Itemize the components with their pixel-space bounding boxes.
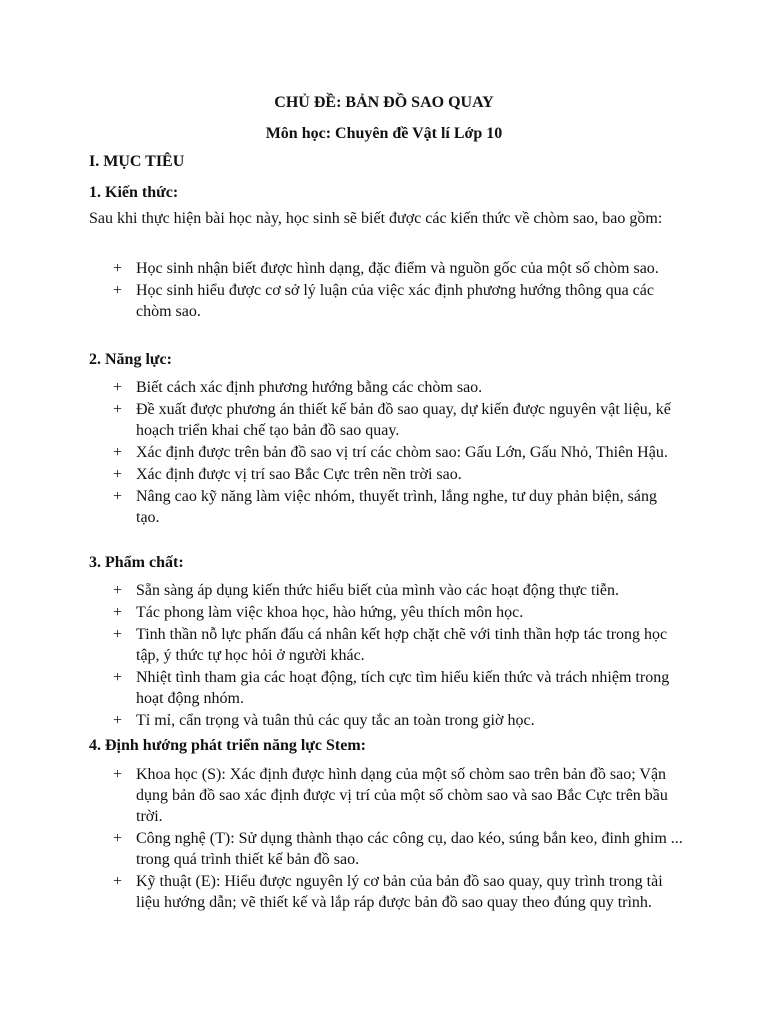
list-item <box>0 828 684 870</box>
qualities-list <box>0 580 768 732</box>
heading-stem: 4. Định hướng phát triển năng lực Stem: <box>89 737 366 754</box>
bullet-marker: + <box>113 466 123 483</box>
list-item <box>0 624 684 666</box>
bullet-marker: + <box>113 626 123 643</box>
list-item-text: Nhiệt tình tham gia các hoạt động, tích cực tìm hiểu kiến thức và trách nhiệm trong hoạt động nhóm. <box>136 669 670 707</box>
document-title: CHỦ ĐỀ: BẢN ĐỒ SAO QUAY <box>274 94 494 111</box>
list-item <box>0 764 684 827</box>
list-item <box>0 667 684 709</box>
list-item-text: Khoa học (S): Xác định được hình dạng của một số chòm sao trên bản đồ sao; Vận dụng bản đồ sao xác định được vị trí của một số chòm sao và sao Bắc Cực trên bầu trời. <box>136 766 668 825</box>
list-item <box>0 442 684 463</box>
list-item-text: Công nghệ (T): Sử dụng thành thạo các công cụ, dao kéo, súng bắn keo, đinh ghim ... trong quá trình thiết kế bản đồ sao. <box>136 830 683 868</box>
list-item-text: Xác định được vị trí sao Bắc Cực trên nền trời sao. <box>136 466 462 483</box>
bullet-marker: + <box>113 582 123 599</box>
list-item-text: Tác phong làm việc khoa học, hào hứng, yêu thích môn học. <box>136 604 524 621</box>
heading-competence: 2. Năng lực: <box>89 351 172 368</box>
knowledge-intro: Sau khi thực hiện bài học này, học sinh sẽ biết được các kiến thức về chòm sao, bao gồm: <box>89 210 663 227</box>
bullet-marker: + <box>113 669 123 686</box>
list-item <box>0 602 684 623</box>
bullet-marker: + <box>113 488 123 505</box>
bullet-marker: + <box>113 604 123 621</box>
list-item-text: Học sinh hiểu được cơ sở lý luận của việc xác định phương hướng thông qua các chòm sao. <box>136 282 654 320</box>
bullet-marker: + <box>113 260 123 277</box>
list-item-text: Kỹ thuật (E): Hiểu được nguyên lý cơ bản của bản đồ sao quay, quy trình trong tài liệu hướng dẫn; vẽ thiết kế và lắp ráp được bản đồ sao quay theo đúng quy trình. <box>136 873 663 911</box>
list-item <box>0 258 684 279</box>
list-item-text: Biết cách xác định phương hướng bằng các chòm sao. <box>136 379 483 396</box>
list-item <box>0 710 684 731</box>
bullet-marker: + <box>113 830 123 847</box>
heading-qualities: 3. Phẩm chất: <box>89 554 184 571</box>
knowledge-list <box>0 258 768 323</box>
stem-list <box>0 764 768 914</box>
competence-list <box>0 377 768 529</box>
list-item <box>0 280 684 322</box>
list-item <box>0 399 684 441</box>
list-item-text: Tỉ mỉ, cẩn trọng và tuân thủ các quy tắc an toàn trong giờ học. <box>136 712 535 729</box>
list-item-text: Xác định được trên bản đồ sao vị trí các chòm sao: Gấu Lớn, Gấu Nhỏ, Thiên Hậu. <box>136 444 668 461</box>
list-item-text: Đề xuất được phương án thiết kế bản đồ sao quay, dự kiến được nguyên vật liệu, kế hoạch triển khai chế tạo bản đồ sao quay. <box>136 401 671 439</box>
list-item-text: Nâng cao kỹ năng làm việc nhóm, thuyết trình, lắng nghe, tư duy phản biện, sáng tạo. <box>136 488 657 526</box>
heading-knowledge: 1. Kiến thức: <box>89 184 179 201</box>
bullet-marker: + <box>113 444 123 461</box>
list-item <box>0 580 684 601</box>
list-item <box>0 486 684 528</box>
list-item <box>0 464 684 485</box>
list-item <box>0 377 684 398</box>
bullet-marker: + <box>113 766 123 783</box>
section-heading-objectives: I. MỤC TIÊU <box>89 153 185 170</box>
document-subtitle: Môn học: Chuyên đề Vật lí Lớp 10 <box>265 125 503 142</box>
bullet-marker: + <box>113 712 123 729</box>
list-item-text: Tinh thần nỗ lực phấn đấu cá nhân kết hợp chặt chẽ với tinh thần hợp tác trong học tập, ý thức tự học hỏi ở người khác. <box>136 626 668 664</box>
list-item-text: Sẵn sàng áp dụng kiến thức hiểu biết của mình vào các hoạt động thực tiễn. <box>136 582 619 599</box>
list-item-text: Học sinh nhận biết được hình dạng, đặc điểm và nguồn gốc của một số chòm sao. <box>136 260 659 277</box>
bullet-marker: + <box>113 282 123 299</box>
bullet-marker: + <box>113 401 123 418</box>
bullet-marker: + <box>113 379 123 396</box>
bullet-marker: + <box>113 873 123 890</box>
list-item <box>0 871 684 913</box>
